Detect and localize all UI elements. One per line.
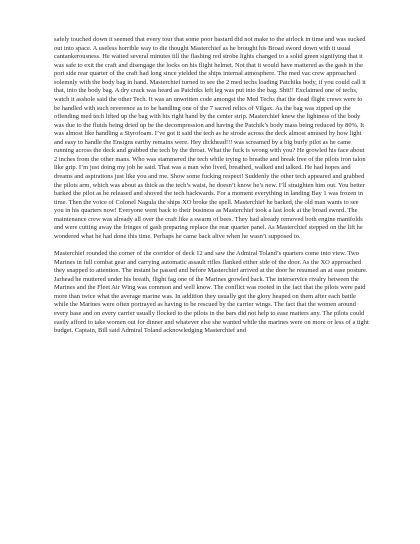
paragraph-1: safely touched down it seemed that every tour that some poor bastard did not make to the airlock in time and was sucked out into space. A useless horrible way to die thought Masterchief as he brought his Broad sword down with it usual cantankerousness. He waited several minutes till the flashing red strobe lights changed to a solid green signifying that it was safe to exit the craft and disengage the locks on his flight helmet. Not that it would have mattered as the gash in the port side rear quarter of the craft had long since yielded the ships internal atmosphere. The med vac crew approached solemnly with the body bag in hand. Masterchief turned to see the 2 med techs loading Patchiks body, if you could call it that, into the body bag. A dry crack was heard as Patchiks left leg was put into the bag. Shit!! Exclaimed one of techs, watch it asshole said the other Tech. It was an unwritten code amongst the Med Techs that the dead flight crews were to be handled with such reverence as to be handling one of the 7 sacred relics of Vilgax. As the bag was zipped up the offending med tech lifted up the bag with his right hand by the center strip. Masterchief knew the lightness of the body was due to the fluids being dried up be the decompression and having the Patchik’s body mass being reduced by 80%. It was almost like handling a Styrofoam. I’ve got it said the tech as he strode across the deck almost amused by how light and easy to handle the Ensigns earthy remains were. Hey dickhead!!! was screamed by a big burly pilot as he came running across the deck and grabbed the tech by the throat. What the fuck is wrong with you? He growled his face about 2 inches from the other mans. Who was stammered the tech while trying to breathe and break free of the pilots iron talon like grip. I’m just doing my job he said. That was a man who lived, breathed, walked and talked. He had hopes and dreams and aspirations just like you and me. Show some fucking respect! Suddenly the other tech appeared and grabbed the pilots arm, which was about as thick as the tech’s waist, he doesn’t know he’s new. I’ll straighten him out. You better barked the pilot as he released and shoved the tech backwards. For a moment everything in landing Bay 1 was frozen in time. Then the voice of Colonel Nagula the ships XO broke the spell. Masterchief he barked, the old man wants to see you in his quarters now! Everyone went back to their business as Masterchief took a last look at the broad sword. The maintenance crew was already all over the craft like a swarm of bees. They had already removed both engine manifolds and were cutting away the fringes of gash preparing replace the rear quarter panel. As Masterchief stepped on the lift he wondered what he had done this time. Perhaps he came back alive when he wasn’t supposed to. (54, 36, 366, 240)
paragraph-2: Masterchief rounded the corner of the corridor of deck 12 and saw the Admiral Toland’s quarters come into view. Two Marines in full combat gear and carrying automatic assault rifles flanked either side of the door. As the XO approached they snapped to attention. The instant he passed and before Masterchief arrived at the door he resumed an at ease posture. Jarhead he muttered under his breath, flight fag one of the Marines growled back. The interservice rivalry between the Marines and the Fleet Air Wing was common and well know. The conflict was rooted in the fact that the pilots were paid more than twice what the average marine was. In addition they usually got the glory heaped on them after each battle while the Marines were often portrayed as having to be rescued by the carrier wings. The fact that the women around every base and on every carrier usually flocked to the pilots in the bars did not help to ease matters any. The pilots could easily afford to take women out for dinner and whatever else she wanted while the marines were on more or less of a tight budget. Captain, Bill said Admiral Toland acknowledging Masterchief and (54, 250, 369, 335)
